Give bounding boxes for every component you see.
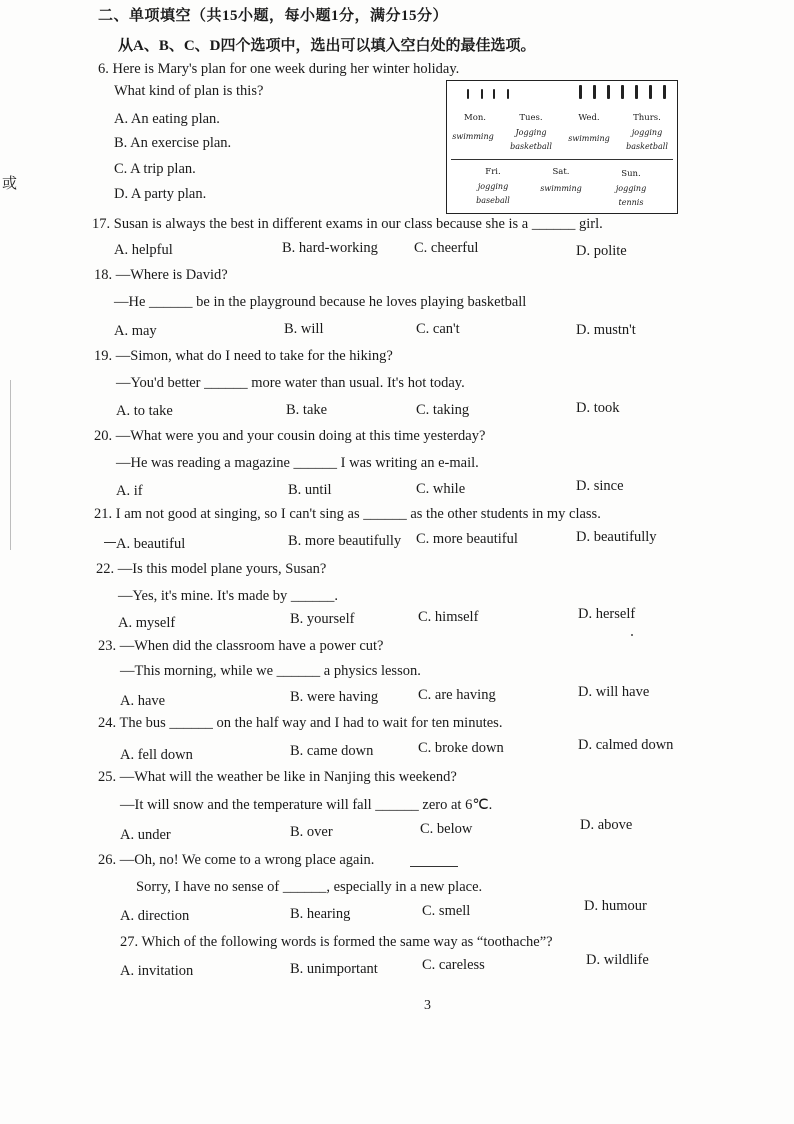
- question-26-stem-2: Sorry, I have no sense of ______, especially in a new place.: [136, 879, 483, 895]
- question-25-option-d: D. above: [580, 817, 633, 833]
- question-17-option-a: A. helpful: [114, 242, 173, 258]
- schedule-divider: [451, 159, 673, 160]
- question-20-stem-1: 20. —What were you and your cousin doing at this time yesterday?: [94, 428, 486, 444]
- schedule-activity: jogging: [477, 182, 509, 191]
- question-22-option-b: B. yourself: [290, 611, 355, 627]
- question-18-option-b: B. will: [284, 321, 324, 337]
- question-25-option-a: A. under: [120, 827, 171, 843]
- question-17-option-b: B. hard-working: [282, 240, 378, 256]
- schedule-activity: basketball: [626, 142, 668, 151]
- question-22-option-d: D. herself: [578, 606, 636, 622]
- page-number: 3: [424, 998, 431, 1013]
- question-16-option-a: A. An eating plan.: [114, 111, 220, 127]
- question-19-option-b: B. take: [286, 402, 328, 418]
- question-21-option-a: A. beautiful: [116, 536, 186, 552]
- schedule-day-mon: Mon.: [464, 113, 486, 123]
- margin-line: [10, 380, 11, 550]
- question-21-stem: 21. I am not good at singing, so I can't sing as ______ as the other students in my class.: [94, 506, 601, 522]
- question-16-option-c: C. A trip plan.: [114, 161, 196, 177]
- question-19-stem-1: 19. —Simon, what do I need to take for the hiking?: [94, 348, 393, 364]
- question-21-option-d: D. beautifully: [576, 529, 657, 545]
- question-24-option-d: D. calmed down: [578, 737, 674, 753]
- schedule-day-tues: Tues.: [519, 113, 543, 123]
- question-20-option-c: C. while: [416, 481, 466, 497]
- schedule-day-sun: Sun.: [621, 169, 641, 179]
- question-23-option-c: C. are having: [418, 687, 496, 703]
- question-23-option-d: D. will have: [578, 684, 650, 700]
- schedule-activity: basketball: [510, 142, 552, 151]
- question-26-option-d: D. humour: [584, 898, 647, 914]
- margin-character: 或: [2, 176, 18, 192]
- question-22-option-c: C. himself: [418, 609, 479, 625]
- question-18-option-c: C. can't: [416, 321, 460, 337]
- schedule-activity: swimming: [540, 184, 582, 193]
- question-22-option-a: A. myself: [118, 615, 176, 631]
- question-26-option-a: A. direction: [120, 908, 190, 924]
- question-26-option-c: C. smell: [422, 903, 471, 919]
- question-18-option-d: D. mustn't: [576, 322, 636, 338]
- schedule-activity: jogging: [615, 184, 647, 193]
- question-24-option-c: C. broke down: [418, 740, 504, 756]
- question-27-option-c: C. careless: [422, 957, 485, 973]
- question-18-stem-2: —He ______ be in the playground because he loves playing basketball: [114, 294, 527, 310]
- calendar-binding-rings: [447, 85, 677, 105]
- question-20-option-a: A. if: [116, 483, 143, 499]
- schedule-day-thurs: Thurs.: [633, 113, 661, 123]
- question-19-option-a: A. to take: [116, 403, 173, 419]
- question-24-option-b: B. came down: [290, 743, 374, 759]
- section-instruction: 从A、B、C、D四个选项中，选出可以填入空白处的最佳选项。: [118, 38, 536, 54]
- question-23-option-a: A. have: [120, 693, 166, 709]
- question-23-option-b: B. were having: [290, 689, 379, 705]
- question-25-stem-1: 25. —What will the weather be like in Nanjing this weekend?: [98, 769, 457, 785]
- pen-mark: [410, 866, 458, 867]
- schedule-activity: jogging: [631, 128, 663, 137]
- question-24-stem: 24. The bus ______ on the half way and I had to wait for ten minutes.: [98, 715, 503, 731]
- question-18-option-a: A. may: [114, 323, 157, 339]
- schedule-activity: baseball: [476, 196, 510, 205]
- schedule-day-wed: Wed.: [578, 113, 600, 123]
- question-27-option-d: D. wildlife: [586, 952, 649, 968]
- schedule-day-fri: Fri.: [485, 167, 501, 177]
- question-21-option-b: B. more beautifully: [288, 533, 402, 549]
- question-18-stem-1: 18. —Where is David?: [94, 267, 228, 283]
- question-27-option-a: A. invitation: [120, 963, 194, 979]
- question-23-stem-2: —This morning, while we ______ a physics lesson.: [120, 663, 421, 679]
- question-20-option-d: D. since: [576, 478, 624, 494]
- pen-mark: [104, 542, 116, 543]
- question-19-stem-2: —You'd better ______ more water than usual. It's hot today.: [116, 375, 465, 391]
- question-25-option-b: B. over: [290, 824, 333, 840]
- question-25-option-c: C. below: [420, 821, 473, 837]
- question-20-stem-2: —He was reading a magazine ______ I was writing an e-mail.: [116, 455, 479, 471]
- question-24-option-a: A. fell down: [120, 747, 193, 763]
- question-21-option-c: C. more beautiful: [416, 531, 518, 547]
- schedule-activity: swimming: [452, 132, 494, 141]
- question-17-stem: 17. Susan is always the best in different exams in our class because she is a ______ girl.: [92, 216, 603, 232]
- question-27-option-b: B. unimportant: [290, 961, 378, 977]
- schedule-activity: swimming: [568, 134, 610, 143]
- question-16-stem-2: What kind of plan is this?: [114, 83, 264, 99]
- weekly-schedule-picture: [446, 80, 678, 214]
- section-heading: 二、单项填空（共15小题，每小题1分，满分15分）: [98, 8, 449, 24]
- question-16-option-b: B. An exercise plan.: [114, 135, 232, 151]
- question-26-stem-1: 26. —Oh, no! We come to a wrong place again.: [98, 852, 375, 868]
- question-17-option-d: D. polite: [576, 243, 627, 259]
- question-16-option-d: D. A party plan.: [114, 186, 207, 202]
- question-25-stem-2: —It will snow and the temperature will fall ______ zero at 6℃.: [120, 797, 493, 813]
- question-20-option-b: B. until: [288, 482, 332, 498]
- question-19-option-d: D. took: [576, 400, 620, 416]
- question-17-option-c: C. cheerful: [414, 240, 479, 256]
- question-16-stem-1: 6. Here is Mary's plan for one week during her winter holiday.: [98, 61, 460, 77]
- question-19-option-c: C. taking: [416, 402, 470, 418]
- question-22-stem-1: 22. —Is this model plane yours, Susan?: [96, 561, 327, 577]
- schedule-activity: tennis: [618, 198, 644, 207]
- question-22-stem-2: —Yes, it's mine. It's made by ______.: [118, 588, 339, 604]
- schedule-activity: Jogging: [515, 128, 547, 137]
- question-26-option-b: B. hearing: [290, 906, 351, 922]
- ink-dot: [631, 634, 633, 636]
- question-23-stem-1: 23. —When did the classroom have a power cut?: [98, 638, 384, 654]
- schedule-day-sat: Sat.: [552, 167, 570, 177]
- question-27-stem: 27. Which of the following words is formed the same way as “toothache”?: [120, 934, 553, 950]
